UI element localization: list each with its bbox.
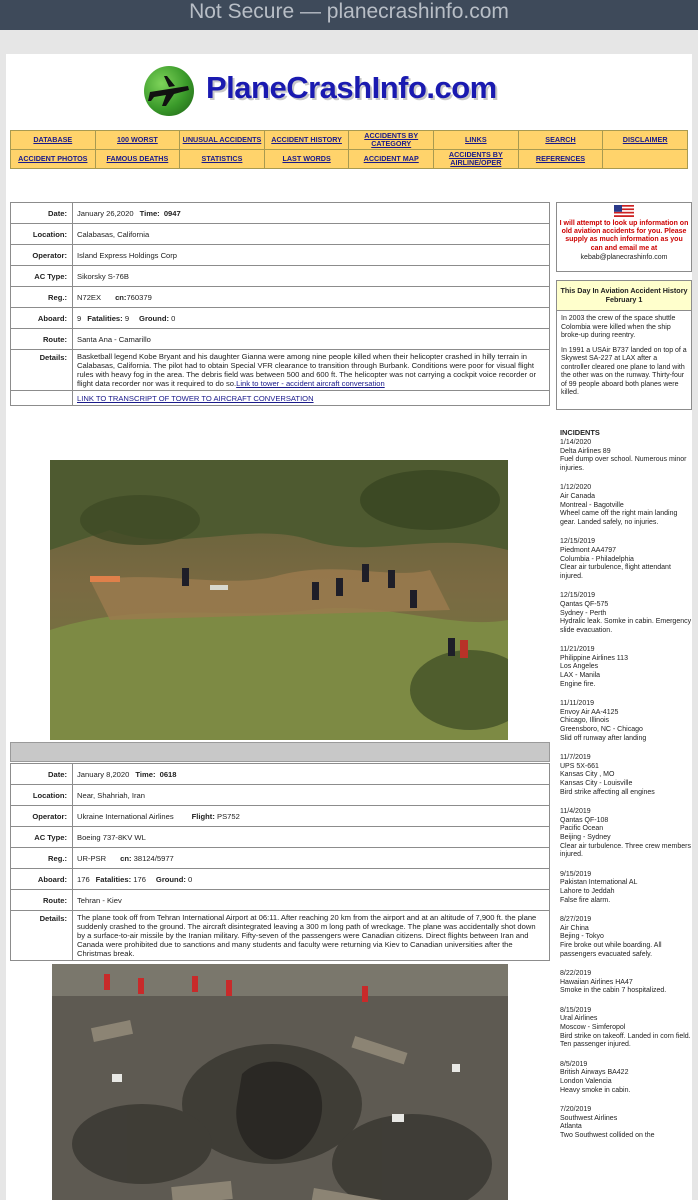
- operator-value: Ukraine International Airlines: [77, 811, 174, 821]
- location-value: Calabasas, California: [73, 224, 550, 245]
- location-label: Location:: [11, 785, 73, 806]
- incident-line: Delta Airlines 89: [560, 447, 611, 455]
- nav-link-accident-map[interactable]: ACCIDENT MAP: [349, 150, 434, 169]
- ground-label: Ground:: [139, 313, 169, 323]
- incident-item: [560, 700, 692, 743]
- incident-line: Heavy smoke in cabin.: [560, 1086, 631, 1094]
- incident-line: Two Southwest collided on the: [560, 1132, 655, 1139]
- incident-line: Qantas QF-108: [560, 816, 609, 824]
- transcript-link[interactable]: LINK TO TRANSCRIPT OF TOWER TO AIRCRAFT CONVERSATION: [77, 393, 314, 403]
- incident-line: False fire alarm.: [560, 896, 611, 904]
- incidents-title: INCIDENTS: [560, 428, 600, 437]
- flight-value: PS752: [217, 811, 240, 821]
- time-value: 0947: [163, 208, 181, 218]
- this-day-item: In 1991 a USAir B737 landed on top of a Skywest SA-227 at LAX after a controller cleared one plane to land with the other was on the runway. Thirty-four of 99 people aboard both planes were killed.: [561, 346, 687, 396]
- plane-globe-icon: [144, 66, 194, 116]
- incident-line: Clear air turbulence. Three crew members injured.: [560, 842, 691, 859]
- operator-label: Operator:: [11, 245, 73, 266]
- incident-line: 11/7/2019: [560, 754, 591, 762]
- incident-line: Qantas QF-575: [560, 600, 609, 608]
- sidebar: [556, 202, 692, 1152]
- incident-line: Slid off runway after landing: [560, 734, 647, 742]
- incident-line: Wheel came off the right main landing gear. Landed safely, no injuries.: [560, 510, 678, 526]
- incident-item: [560, 754, 692, 797]
- nav-row-2: [11, 150, 688, 169]
- incident-line: UPS 5X-661: [560, 762, 599, 770]
- incident-item: [560, 970, 692, 996]
- incident-item: [560, 538, 692, 581]
- incident-line: 8/27/2019: [560, 916, 592, 924]
- nav-link-last-words[interactable]: LAST WORDS: [264, 150, 349, 169]
- incident-line: Fuel dump over school. Numerous minor injuries.: [560, 456, 687, 472]
- nav-link-unusual-accidents[interactable]: UNUSUAL ACCIDENTS: [180, 131, 265, 150]
- route-value: Santa Ana - Camarillo: [73, 329, 550, 350]
- incident-line: Southwest Airlines: [560, 1114, 618, 1122]
- incident-line: Air Canada: [560, 492, 596, 500]
- main-navigation: [10, 130, 688, 169]
- incident-line: Moscow - Simferopol: [560, 1024, 626, 1032]
- email-link[interactable]: kebab@planecrashinfo.com: [580, 253, 668, 261]
- incident-line: Pakistan International AL: [560, 879, 638, 887]
- nav-link-accidents-by-category[interactable]: ACCIDENTS BY CATEGORY: [349, 131, 434, 150]
- incident-line: Hydralic leak. Somke in cabin. Emergency slide evacuation.: [560, 618, 692, 634]
- incident-line: 12/15/2019: [560, 592, 596, 600]
- incident-line: Atlanta: [560, 1123, 582, 1131]
- nav-link-famous-deaths[interactable]: FAMOUS DEATHS: [95, 150, 180, 169]
- nav-link-disclaimer[interactable]: DISCLAIMER: [603, 131, 688, 150]
- browser-address-bar[interactable]: [0, 0, 698, 30]
- incident-line: London Valencia: [560, 1078, 612, 1086]
- this-day-item: In 2003 the crew of the space shuttle Colombia were killed when the ship broke-up during reentry.: [561, 315, 676, 339]
- incident-line: Columbia - Philadelphia: [560, 555, 634, 563]
- incident-line: Montreal - Bagotville: [560, 501, 624, 509]
- details-text: Basketball legend Kobe Bryant and his daughter Gianna were among nine people killed when their helicopter crashed in hilly terrain in Calabasas, California. The pilot had to obtain Special VFR clearance to transition through Burbank. Conditions were poor for visual flight rules with heavy fog in the area. The debris field was between 500 and 600 ft. The helicopter was not carrying a cockpit voice recorder or flight data recorder nor was it required to do so.: [77, 352, 536, 388]
- ac-type-value: Boeing 737-8KV WL: [73, 827, 550, 848]
- nav-row-1: [11, 131, 688, 150]
- incident-line: 8/5/2019: [560, 1060, 588, 1068]
- incident-line: Fire broke out while boarding. All passengers evacuated safely.: [560, 941, 662, 958]
- incident-line: Hawaiian Airlines HA47: [560, 978, 633, 986]
- incident-item: [560, 916, 692, 959]
- time-label: Time:: [135, 769, 156, 779]
- wreckage-photo-tehran: [52, 964, 508, 1200]
- notice-text: I will attempt to look up information on old aviation accidents for you. Please supply as much information as you can and email me at: [559, 220, 689, 252]
- date-label: Date:: [11, 203, 73, 224]
- incident-line: Ural Airlines: [560, 1015, 598, 1023]
- cn-label: cn:: [115, 292, 127, 302]
- incident-line: Chicago, Illinois: [560, 717, 610, 725]
- incident-item: [560, 592, 692, 635]
- reg-value: UR-PSR: [77, 853, 107, 863]
- nav-link-links[interactable]: LINKS: [434, 131, 519, 150]
- aboard-value: 176: [77, 874, 90, 884]
- time-value: 0618: [159, 769, 177, 779]
- incident-line: Philippine Airlines 113: [560, 654, 628, 662]
- incident-line: Greensboro, NC - Chicago: [560, 726, 643, 734]
- incident-line: Smoke in the cabin 7 hospitalized.: [560, 987, 667, 995]
- incident-item: [560, 439, 692, 473]
- tower-conversation-link[interactable]: Link to tower - accident aircraft conversation: [236, 379, 385, 388]
- incident-line: 11/4/2019: [560, 808, 591, 816]
- nav-link-statistics[interactable]: STATISTICS: [180, 150, 265, 169]
- incident-line: 8/15/2019: [560, 1006, 592, 1014]
- details-text: The plane took off from Tehran International Airport at 06:11. After reaching 20 km from the airport and at an altitude of 7,900 ft. the plane suddenly crashed to the ground. The aircraft disintegrated leaving a 300 m long path of wreckage. The plane was accidentally shot down by a surface-to-air missile by the Iranian military. Fifty-seven of the passengers were Canadian citizens. Direct flights between Iran and Canada were prohibited due to sanctions and many students and faculty were returning via Kiev to Canadian universities after the Christmas break.: [73, 911, 550, 961]
- incident-line: 9/15/2019: [560, 870, 592, 878]
- incident-line: Beijing - Sydney: [560, 833, 611, 841]
- incident-line: Bird strike affecting all engines: [560, 788, 655, 796]
- incident-line: Engine fire.: [560, 680, 596, 688]
- location-label: Location:: [11, 224, 73, 245]
- incident-line: Bejing - Tokyo: [560, 933, 604, 941]
- accident-record: [10, 202, 550, 406]
- incident-item: [560, 646, 692, 689]
- date-label: Date:: [11, 764, 73, 785]
- route-value: Tehran - Kiev: [73, 890, 550, 911]
- crash-site-photo-calabasas: [50, 460, 508, 740]
- incident-line: Kansas City - Louisville: [560, 780, 633, 787]
- ground-label: Ground:: [155, 874, 186, 884]
- date-value: January 26,2020: [77, 208, 134, 218]
- fatalities-value: 9: [124, 313, 130, 323]
- incident-item: [560, 1061, 692, 1095]
- incident-line: Clear air turbulence, flight attendant injured.: [560, 564, 671, 580]
- aboard-label: Aboard:: [11, 869, 73, 890]
- incident-line: 11/21/2019: [560, 646, 595, 654]
- cn-value: 760379: [126, 292, 152, 302]
- record-separator: [10, 742, 550, 762]
- incident-line: 1/12/2020: [560, 484, 592, 492]
- incident-line: 11/11/2019: [560, 700, 594, 708]
- incident-line: Kansas City , MO: [560, 771, 615, 779]
- incident-line: Lahore to Jeddah: [560, 887, 615, 895]
- incident-line: LAX - Manila: [560, 672, 601, 680]
- lookup-notice: [556, 202, 692, 272]
- operator-label: Operator:: [11, 806, 73, 827]
- incident-item: [560, 1007, 692, 1050]
- location-value: Near, Shahriah, Iran: [73, 785, 550, 806]
- cn-value: 38124/5977: [133, 853, 174, 863]
- route-label: Route:: [11, 329, 73, 350]
- content-sheet: [6, 54, 692, 1200]
- flight-label: Flight:: [191, 811, 215, 821]
- ac-type-value: Sikorsky S-76B: [73, 266, 550, 287]
- details-label: Details:: [11, 911, 73, 961]
- reg-label: Reg.:: [11, 848, 73, 869]
- nav-link-search[interactable]: SEARCH: [518, 131, 603, 150]
- accident-record: [10, 763, 550, 961]
- web-page: [0, 30, 698, 1200]
- route-label: Route:: [11, 890, 73, 911]
- incident-line: Sydney - Perth: [560, 609, 607, 617]
- fatalities-value: 176: [133, 874, 146, 884]
- incident-line: Envoy Air AA-4125: [560, 708, 619, 716]
- ac-type-label: AC Type:: [11, 827, 73, 848]
- this-day-box: [556, 280, 692, 410]
- nav-link-100-worst[interactable]: 100 WORST: [95, 131, 180, 150]
- cn-label: cn:: [120, 853, 132, 863]
- site-title: PlaneCrashInfo.com: [206, 70, 497, 105]
- operator-value: Island Express Holdings Corp: [73, 245, 550, 266]
- incident-line: 1/14/2020: [560, 439, 592, 446]
- date-value: January 8,2020: [77, 769, 130, 779]
- ground-value: 0: [171, 313, 176, 323]
- incident-item: [560, 871, 692, 905]
- incidents-list: [556, 428, 692, 1141]
- reg-value: N72EX: [77, 292, 102, 302]
- incident-line: Los Angeles: [560, 663, 599, 671]
- nav-cell-empty: [603, 150, 688, 169]
- aboard-value: 9: [77, 313, 82, 323]
- details-label: Details:: [11, 350, 73, 391]
- incident-line: 12/15/2019: [560, 538, 596, 546]
- reg-label: Reg.:: [11, 287, 73, 308]
- nav-link-references[interactable]: REFERENCES: [518, 150, 603, 169]
- site-logo[interactable]: [140, 64, 560, 124]
- address-text[interactable]: Not Secure — planecrashinfo.com: [189, 0, 509, 23]
- nav-link-accident-photos[interactable]: ACCIDENT PHOTOS: [11, 150, 96, 169]
- nav-link-accident-history[interactable]: ACCIDENT HISTORY: [264, 131, 349, 150]
- this-day-title: This Day In Aviation Accident History February 1: [557, 281, 691, 311]
- time-label: Time:: [139, 208, 160, 218]
- incident-line: 8/22/2019: [560, 970, 592, 978]
- us-flag-icon: [614, 205, 634, 217]
- accident-records: [10, 202, 550, 958]
- ac-type-label: AC Type:: [11, 266, 73, 287]
- nav-link-accidents-by-airline-oper[interactable]: ACCIDENTS BY AIRLINE/OPER: [434, 150, 519, 169]
- incident-line: Bird strike on takeoff. Landed in corn field. Ten passenger injured.: [560, 1032, 691, 1049]
- incident-line: British Airways BA422: [560, 1069, 629, 1077]
- incident-line: Piedmont AA4797: [560, 546, 617, 554]
- incident-item: [560, 808, 692, 860]
- incident-line: 7/20/2019: [560, 1106, 592, 1114]
- incident-item: [560, 1106, 692, 1140]
- incident-line: Air China: [560, 924, 589, 932]
- fatalities-label: Fatalities:: [87, 313, 123, 323]
- ground-value: 0: [188, 874, 193, 884]
- incident-line: Pacific Ocean: [560, 825, 604, 833]
- aboard-label: Aboard:: [11, 308, 73, 329]
- fatalities-label: Fatalities:: [95, 874, 132, 884]
- incident-item: [560, 484, 692, 527]
- nav-link-database[interactable]: DATABASE: [11, 131, 96, 150]
